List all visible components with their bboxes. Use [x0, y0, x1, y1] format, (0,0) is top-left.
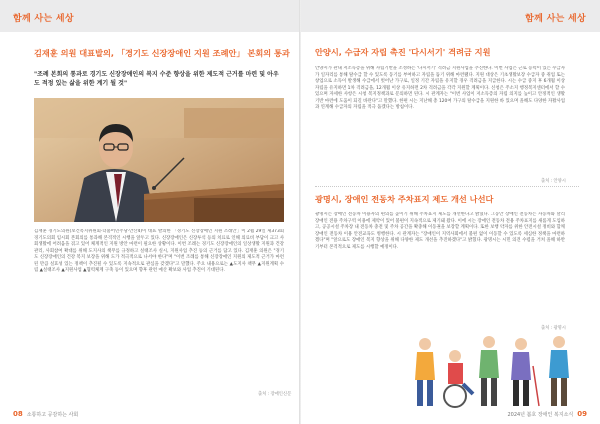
footer-right	[507, 410, 587, 418]
page-spine	[299, 0, 301, 424]
right-top-article-title: 안양시, 수급자 자립 촉진 '다시서기' 격려금 지원	[315, 47, 491, 57]
footer-right-label: 2024년 봄호 장애인 복지소식	[507, 412, 574, 418]
right-bottom-article-body: 광명시는 장애인 전동차 이용자의 편의를 높이기 위해 주차표지 제도를 개선한다고 밝혔다. 그동안 장애인 전동차는 자동차와 달리 장애인 전용 주차구역 이용에 제약이 있어 불편이 지속적으로 제기돼 왔다. 이에 시는 장애인 전동차 전용 주차표지를 새롭게 도입하고, 공공시설 주차장 내 전동차 충전 및 주차 공간을 확충해 이동권을 보장할 계획이다. 또한 보행 약자를 위한 안전시설 정비와 함께 장애인 전동차 이용 안전교육도 병행한다. 시 관계자는 "장애인이 지역사회에서 불편 없이 이동할 수 있도록 세심한 정책을 마련하겠다"며 "앞으로도 장애인 복지 향상을 위해 다양한 제도 개선을 추진하겠다"고 밝혔다. 광명시는 시민 의견 수렴을 거쳐 올해 하반기부터 본격적으로 제도를 시행할 예정이다.	[315, 212, 565, 250]
right-bottom-article-title: 광명시, 장애인 전동차 주차표지 제도 개선 나선다	[315, 194, 494, 204]
footer-left-label: 소통하고 공감하는 사회	[26, 412, 79, 418]
article-photo	[34, 98, 284, 222]
right-top-article-credit: 출처 : 안양시	[541, 179, 566, 184]
left-article-lead: "조례 본회의 통과로 경기도 신장장애인의 복지 수준 향상을 위한 제도적 근거를 마련 및 아우도 적정 있는 삶을 위한 계기 될 것"	[34, 71, 279, 87]
article-divider	[315, 186, 579, 187]
people-illustration	[405, 330, 585, 410]
section-label-left: 함께 사는 세상	[13, 14, 74, 24]
speaker-photo-illustration	[34, 98, 284, 222]
footer-left	[13, 410, 78, 418]
right-top-article-body: 안양시가 관내 저소득층을 위해 자립기반을 조성하는 '다시서기' 격려금 지원사업을 추진한다. 이번 사업은 근로 능력이 있는 수급자가 일자리를 통해 탈수급 할 수 있도록 동기를 부여하고 자립을 돕기 위해 마련됐다. 지원 대상은 기초생활보장 수급자 중 취업 또는 창업으로 소득이 발생해 수급에서 벗어난 가구로, 일정 기간 자립을 유지할 경우 격려금을 지급한다. 시는 수급 중지 후 6개월 이상 자립을 유지하면 1차 격려금을, 12개월 이상 유지하면 2차 격려금을 각각 지원할 계획이다. 신청은 주소지 행정복지센터에서 할 수 있으며 자세한 사항은 시청 복지정책과로 문의하면 된다. 시 관계자는 "이번 사업이 저소득층의 자립 의지를 높이고 안정적인 생활 기반 마련에 도움이 되길 바란다"고 말했다. 한편 시는 지난해 총 120여 가구의 탈수급을 지원한 바 있으며 올해도 다양한 자활사업과 연계해 수급자의 자립을 적극 돕겠다는 방침이다.	[315, 66, 565, 110]
section-label-right: 함께 사는 세상	[525, 14, 586, 24]
left-article-credit: 출처 : 장애인신문	[258, 392, 292, 397]
page-number-right: 09	[577, 410, 587, 418]
page-number-left: 08	[13, 410, 23, 418]
right-bottom-article-credit: 출처 : 광명시	[541, 326, 566, 331]
left-article-body: 김재훈 경기도의원(보건복지위원회·더불어민주당·안산4)이 대표 발의한 「경기도 신장장애인 지원 조례안」이 2월 29일 제373회 경기도의회 임시회 본회의를 통과해 본격적인 시행을 앞두고 있다. 신장장애인은 신장투석 등의 치료로 인해 의료비 부담이 크고 사회생활에 어려움을 겪고 있어 체계적인 지원 방안 마련이 필요한 상황이다. 이번 조례는 경기도 신장장애인의 일상생활 지원과 건강관리, 사회참여 확대를 위해 도지사의 책무를 규정하고 실태조사 실시, 지원사업 추진 등의 근거를 담고 있다. 김재훈 의원은 "경기도 신장장애인의 건강 복지 보장을 위해 도가 적극적으로 나서야 한다"며 "이번 조례를 통해 신장장애인 지원의 제도적 근거가 마련된 만큼 실효성 있는 정책이 추진될 수 있도록 지속적으로 관심을 갖겠다"고 말했다. 주요 내용으로는 ▲도지사 책무 ▲지원계획 수립 ▲실태조사 ▲지원사업 ▲협력체계 구축 등이 있으며 향후 관련 예산 확보와 사업 추진이 기대된다.	[34, 229, 284, 273]
left-article-title: 김재훈 의원 대표발의, 「경기도 신장장애인 지원 조례안」 본회의 통과	[34, 48, 290, 58]
